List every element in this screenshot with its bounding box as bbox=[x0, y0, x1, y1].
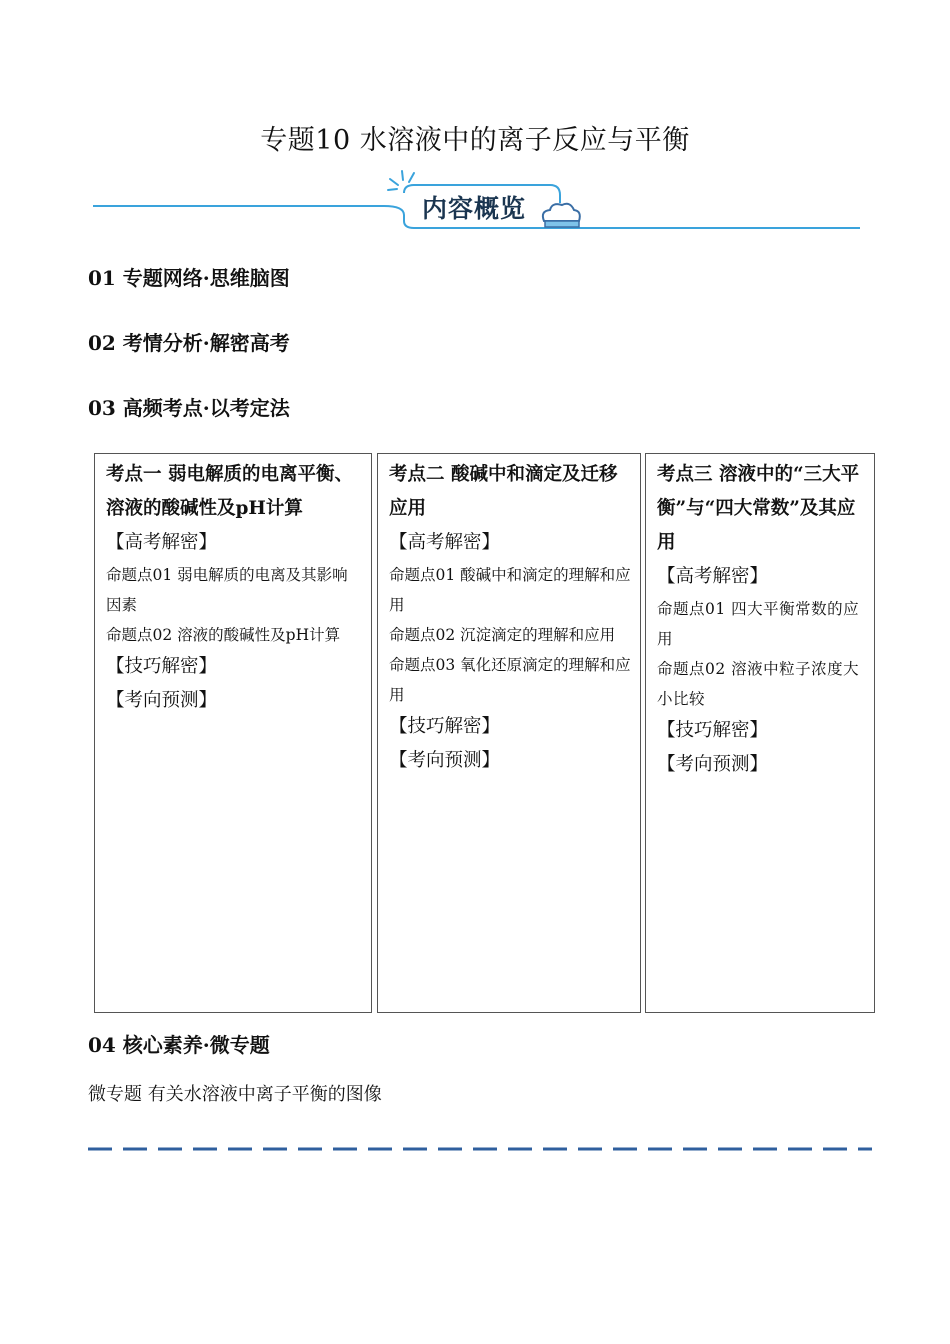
topic-column-1 bbox=[94, 453, 372, 1013]
yuce-label: 【考向预测】 bbox=[389, 750, 501, 771]
chef-hat-icon bbox=[543, 204, 580, 227]
proposition-item: 命题点01 四大平衡常数的应用 bbox=[657, 600, 860, 648]
topic-title: 考点二 酸碱中和滴定及迁移应用 bbox=[389, 464, 618, 519]
section-03-heading: 03 高频考点·以考定法 bbox=[88, 396, 290, 420]
proposition-item: 命题点02 溶液的酸碱性及pH计算 bbox=[106, 626, 341, 644]
proposition-item: 命题点01 酸碱中和滴定的理解和应用 bbox=[389, 566, 631, 614]
topic-column-3 bbox=[645, 453, 875, 1013]
gaokao-label: 【高考解密】 bbox=[106, 532, 218, 553]
page-title: 专题10 水溶液中的离子反应与平衡 bbox=[260, 125, 690, 156]
content-overview-label: 内容概览 bbox=[422, 194, 527, 223]
topic-column-2 bbox=[377, 453, 641, 1013]
jiqiao-label: 【技巧解密】 bbox=[106, 656, 218, 677]
section-01-heading: 01 专题网络·思维脑图 bbox=[88, 266, 290, 290]
yuce-label: 【考向预测】 bbox=[657, 754, 769, 775]
proposition-item: 命题点02 沉淀滴定的理解和应用 bbox=[389, 626, 616, 644]
section-04-heading: 04 核心素养·微专题 bbox=[88, 1033, 270, 1057]
proposition-item: 命题点03 氧化还原滴定的理解和应用 bbox=[389, 656, 631, 704]
content-overview-banner bbox=[88, 165, 860, 237]
jiqiao-label: 【技巧解密】 bbox=[389, 716, 501, 737]
micro-topic-item: 微专题 有关水溶液中离子平衡的图像 bbox=[88, 1084, 382, 1105]
yuce-label: 【考向预测】 bbox=[106, 690, 218, 711]
jiqiao-label: 【技巧解密】 bbox=[657, 720, 769, 741]
topic-title: 考点一 弱电解质的电离平衡、溶液的酸碱性及pH计算 bbox=[106, 464, 353, 519]
topic-title: 考点三 溶液中的“三大平衡”与“四大常数”及其应用 bbox=[657, 464, 860, 553]
proposition-item: 命题点02 溶液中粒子浓度大小比较 bbox=[657, 660, 860, 708]
gaokao-label: 【高考解密】 bbox=[657, 566, 769, 587]
gaokao-label: 【高考解密】 bbox=[389, 532, 501, 553]
proposition-item: 命题点01 弱电解质的电离及其影响因素 bbox=[106, 566, 348, 614]
section-02-heading: 02 考情分析·解密高考 bbox=[88, 331, 290, 355]
dashed-divider bbox=[88, 1147, 872, 1151]
